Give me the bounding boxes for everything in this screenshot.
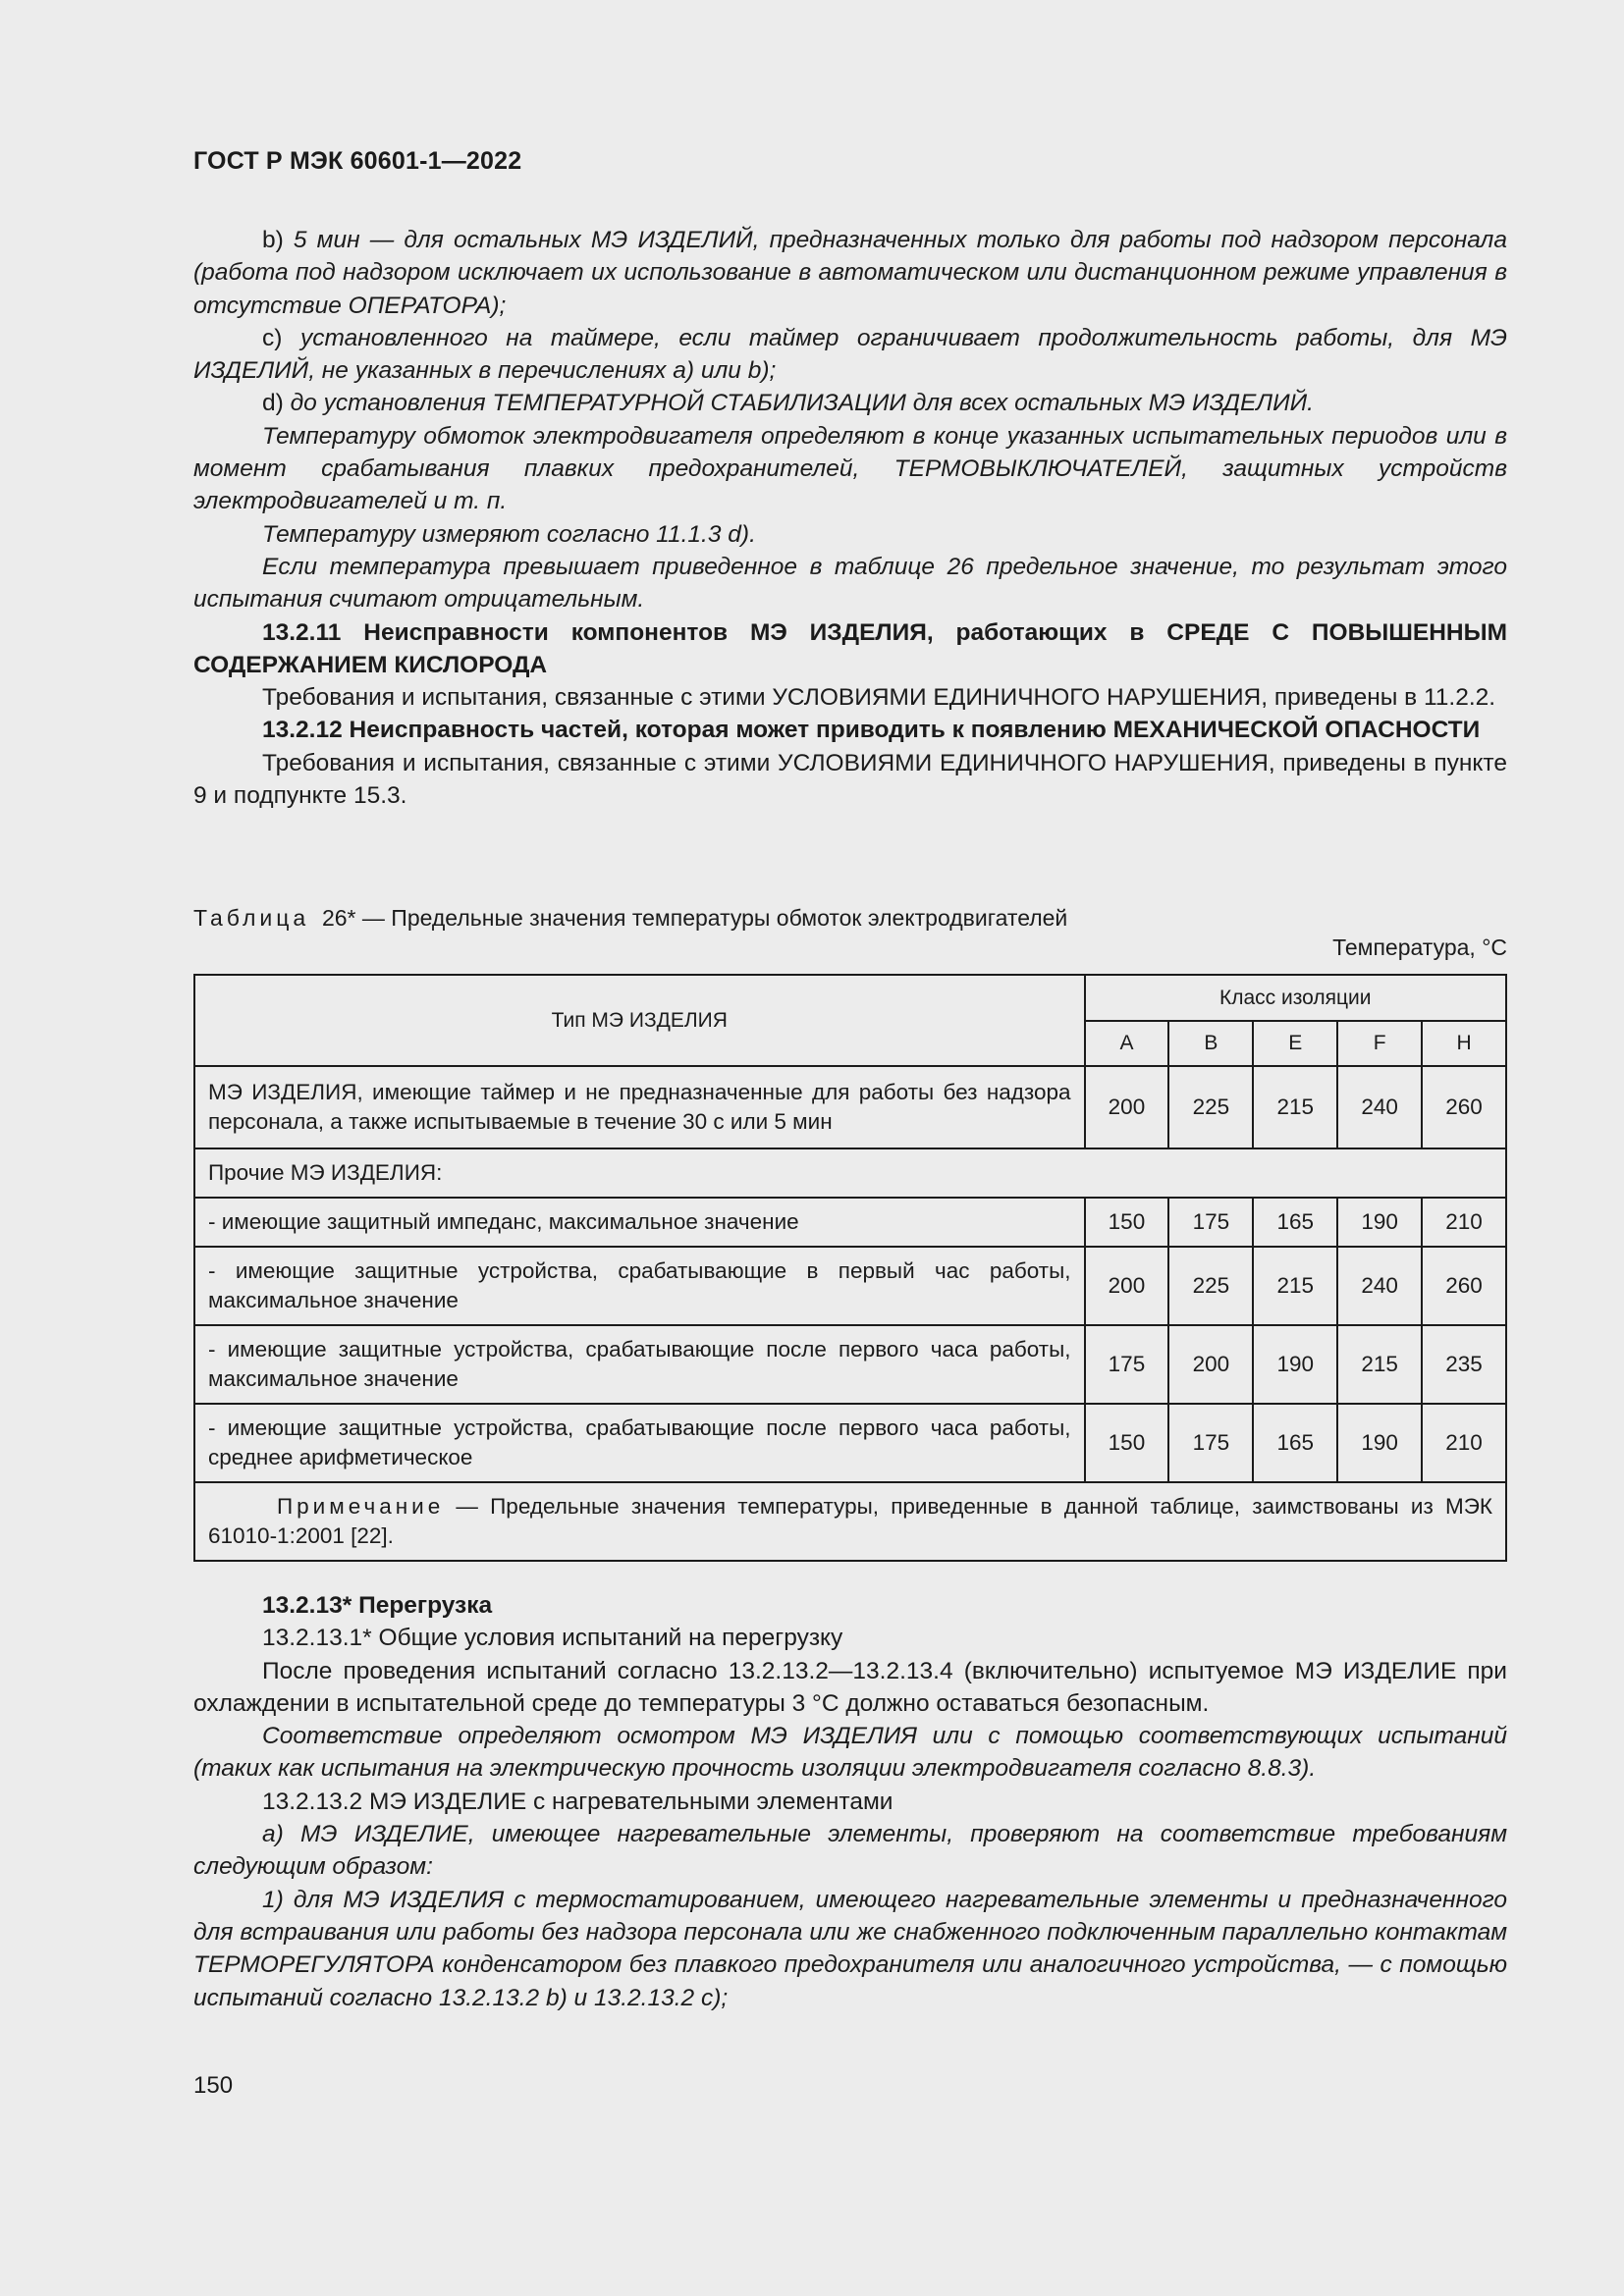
paragraph-d: d) до установления ТЕМПЕРАТУРНОЙ СТАБИЛИЗАЦИИ для всех остальных МЭ ИЗДЕЛИЙ.: [262, 390, 1314, 417]
row-label: - имеющие защитные устройства, срабатывающие в первый час работы, максимальное значение: [194, 1247, 1085, 1325]
row-label: - имеющие защитные устройства, срабатывающие после первого часа работы, среднее арифметическое: [194, 1404, 1085, 1482]
table-note: Примечание — Предельные значения температуры, приведенные в данной таблице, заимствованы из МЭК 61010-1:2001 [22].: [194, 1482, 1506, 1561]
heading-13-2-11: 13.2.11 Неисправности компонентов МЭ ИЗДЕЛИЯ, работающих в СРЕДЕ С ПОВЫШЕННЫМ СОДЕРЖАНИЕМ КИСЛОРОДА: [193, 618, 1507, 678]
table-group-row: [194, 1148, 1506, 1198]
subheading-13-2-13-2: 13.2.13.2 МЭ ИЗДЕЛИЕ с нагревательными элементами: [262, 1788, 893, 1815]
paragraph-overload-safe: После проведения испытаний согласно 13.2.13.2—13.2.13.4 (включительно) испытуемое МЭ ИЗДЕЛИЕ при охлаждении в испытательной среде до температуры 3 °C должно оставаться безопасным.: [193, 1657, 1507, 1717]
paragraph-b: b) 5 мин — для остальных МЭ ИЗДЕЛИЙ, предназначенных только для работы под надзором персонала (работа под надзором исключает их использование в автоматическом или дистанционном режиме управления в отсутствие ОПЕРАТОРА);: [193, 227, 1507, 319]
subheading-13-2-13-1: 13.2.13.1* Общие условия испытаний на перегрузку: [262, 1625, 843, 1652]
class-a: A: [1085, 1021, 1169, 1066]
class-h: H: [1422, 1021, 1506, 1066]
class-f: F: [1337, 1021, 1422, 1066]
row-label: МЭ ИЗДЕЛИЯ, имеющие таймер и не предназначенные для работы без надзора персонала, а также испытываемые в течение 30 с или 5 мин: [194, 1066, 1085, 1148]
header-class: Класс изоляции: [1085, 975, 1507, 1021]
paragraph-heating-1: 1) для МЭ ИЗДЕЛИЯ с термостатированием, имеющего нагревательные элементы и предназначенного для встраивания или работы без надзора персонала или же снабженного подключенным параллельно контактам ТЕРМОРЕГУЛЯТОРА конденсатором без плавкого предохранителя или аналогичного устройства, — с помощью испытаний согласно 13.2.13.2 b) и 13.2.13.2 c);: [193, 1886, 1507, 2011]
table-caption: Таблица 26* — Предельные значения температуры обмоток электродвигателей: [193, 905, 1068, 931]
table-row: МЭ ИЗДЕЛИЯ, имеющие таймер и не предназначенные для работы без надзора персонала, а также испытываемые в течение 30 с или 5 мин 200 225 215 240 260: [194, 1066, 1506, 1148]
temperature-table: [193, 974, 1507, 1562]
group-label: Прочие МЭ ИЗДЕЛИЯ:: [194, 1148, 1506, 1198]
paragraph-motor-temp: Температуру обмоток электродвигателя определяют в конце указанных испытательных периодов или в момент срабатывания плавких предохранителей, ТЕРМОВЫКЛЮЧАТЕЛЕЙ, защитных устройств электродвигателей и т. п.: [193, 422, 1507, 515]
class-e: E: [1253, 1021, 1337, 1066]
text-13-2-12: Требования и испытания, связанные с этими УСЛОВИЯМИ ЕДИНИЧНОГО НАРУШЕНИЯ, приведены в пункте 9 и подпункте 15.3.: [193, 749, 1507, 810]
table-row: - имеющие защитные устройства, срабатывающие после первого часа работы, максимальное значение 175 200 190 215 235: [194, 1325, 1506, 1404]
table-row: - имеющие защитные устройства, срабатывающие после первого часа работы, среднее арифметическое 150 175 165 190 210: [194, 1404, 1506, 1482]
document-header: ГОСТ Р МЭК 60601-1—2022: [193, 147, 522, 175]
table-row: - имеющие защитный импеданс, максимальное значение 150 175 165 190 210: [194, 1198, 1506, 1247]
paragraph-result: Если температура превышает приведенное в таблице 26 предельное значение, то результат этого испытания считают отрицательным.: [193, 553, 1507, 614]
header-type: Тип МЭ ИЗДЕЛИЯ: [194, 975, 1085, 1066]
text-13-2-11: Требования и испытания, связанные с этими УСЛОВИЯМИ ЕДИНИЧНОГО НАРУШЕНИЯ, приведены в 11.2.2.: [262, 684, 1496, 712]
paragraph-heating-a: а) МЭ ИЗДЕЛИЕ, имеющее нагревательные элементы, проверяют на соответствие требованиям следующим образом:: [193, 1821, 1507, 1881]
table-note-row: [194, 1482, 1506, 1561]
body-text-bottom: [193, 1589, 1507, 2014]
paragraph-compliance: Соответствие определяют осмотром МЭ ИЗДЕЛИЯ или с помощью соответствующих испытаний (таких как испытания на электрическую прочность изоляции электродвигателя согласно 8.8.3).: [193, 1723, 1507, 1783]
row-label: - имеющие защитный импеданс, максимальное значение: [194, 1198, 1085, 1247]
class-b: B: [1168, 1021, 1253, 1066]
paragraph-c: c) установленного на таймере, если таймер ограничивает продолжительность работы, для МЭ ИЗДЕЛИЙ, не указанных в перечислениях а) или b);: [193, 324, 1507, 385]
table-units: Температура, °C: [1332, 934, 1507, 960]
paragraph-measure: Температуру измеряют согласно 11.1.3 d).: [262, 520, 756, 548]
body-text-top: [193, 224, 1507, 812]
heading-13-2-13: 13.2.13* Перегрузка: [262, 1592, 493, 1619]
row-label: - имеющие защитные устройства, срабатывающие после первого часа работы, максимальное значение: [194, 1325, 1085, 1404]
table-row: - имеющие защитные устройства, срабатывающие в первый час работы, максимальное значение 200 225 215 240 260: [194, 1247, 1506, 1325]
page-number: 150: [193, 2072, 234, 2099]
heading-13-2-12: 13.2.12 Неисправность частей, которая может приводить к появлению МЕХАНИЧЕСКОЙ ОПАСНОСТИ: [262, 717, 1481, 744]
